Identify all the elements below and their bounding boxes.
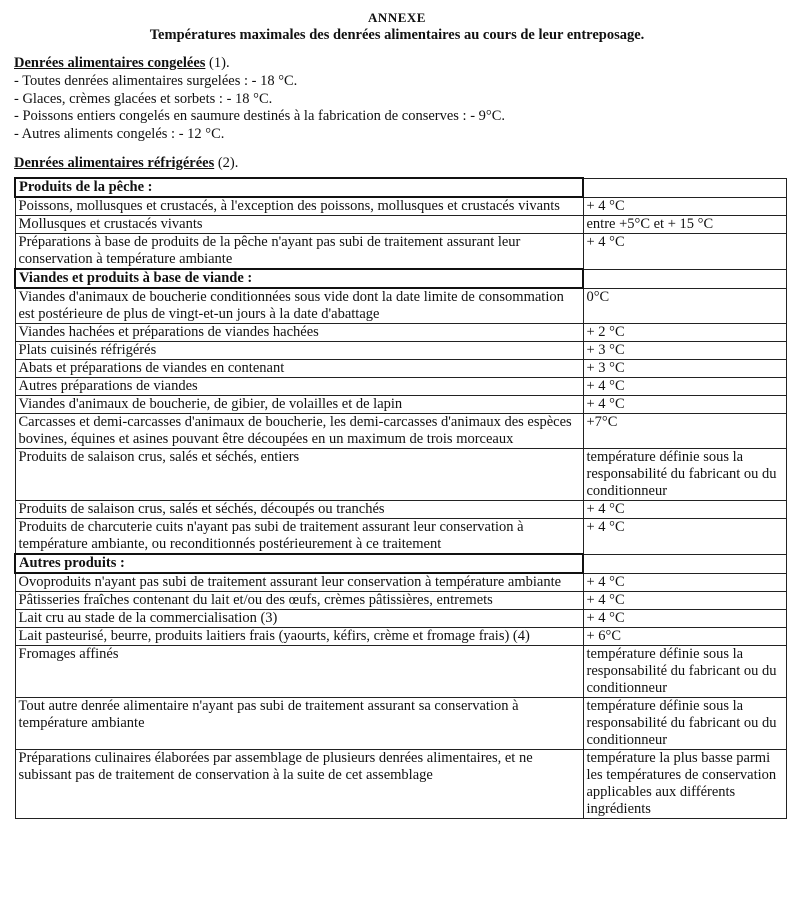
table-row [15, 197, 787, 216]
product-cell: Poissons, mollusques et crustacés, à l'exception des poissons, mollusques et crustacés vivants [15, 197, 583, 216]
temperature-cell [583, 178, 787, 197]
group-label-cell: Produits de la pêche : [15, 178, 583, 197]
product-cell: Viandes hachées et préparations de viandes hachées [15, 324, 583, 342]
frozen-heading-text: Denrées alimentaires congelées [14, 55, 206, 71]
temperature-cell: température la plus basse parmi les températures de conservation applicables aux différents ingrédients [583, 750, 787, 819]
product-cell: Autres préparations de viandes [15, 378, 583, 396]
temperature-cell: température définie sous la responsabilité du fabricant ou du conditionneur [583, 698, 787, 750]
product-cell: Lait cru au stade de la commercialisation (3) [15, 610, 583, 628]
product-cell: Préparations à base de produits de la pêche n'ayant pas subi de traitement assurant leur conservation à température ambiante [15, 234, 583, 270]
temperature-cell: entre +5°C et + 15 °C [583, 216, 787, 234]
temperature-table [14, 177, 787, 819]
table-row [15, 414, 787, 449]
temperature-cell: + 4 °C [583, 610, 787, 628]
product-cell: Produits de salaison crus, salés et séchés, entiers [15, 449, 583, 501]
table-row [15, 360, 787, 378]
temperature-cell: + 3 °C [583, 360, 787, 378]
temperature-cell: + 4 °C [583, 501, 787, 519]
table-row [15, 342, 787, 360]
table-row [15, 216, 787, 234]
temperature-cell: température définie sous la responsabilité du fabricant ou du conditionneur [583, 449, 787, 501]
table-row [15, 501, 787, 519]
table-row [15, 628, 787, 646]
table-row [15, 592, 787, 610]
temperature-cell: + 4 °C [583, 197, 787, 216]
product-cell: Tout autre denrée alimentaire n'ayant pas subi de traitement assurant sa conservation à température ambiante [15, 698, 583, 750]
product-cell: Produits de charcuterie cuits n'ayant pas subi de traitement assurant leur conservation à température ambiante, ou reconditionnés postérieurement à ce traitement [15, 519, 583, 555]
temperature-cell: + 4 °C [583, 234, 787, 270]
table-row [15, 378, 787, 396]
table-row [15, 573, 787, 592]
chilled-heading-text: Denrées alimentaires réfrigérées [14, 155, 215, 171]
table-row [15, 750, 787, 819]
temperature-cell: + 3 °C [583, 342, 787, 360]
frozen-heading-note: (1). [205, 55, 230, 71]
temperature-cell: + 6°C [583, 628, 787, 646]
annex-label: ANNEXE [368, 10, 426, 25]
temperature-cell: + 4 °C [583, 573, 787, 592]
temperature-cell: + 2 °C [583, 324, 787, 342]
temperature-cell [583, 269, 787, 288]
frozen-section-heading [14, 55, 230, 72]
chilled-heading-note: (2). [214, 155, 239, 171]
product-cell: Préparations culinaires élaborées par assemblage de plusieurs denrées alimentaires, et ne subissant pas de traitement de conservation à la suite de cet assemblage [15, 750, 583, 819]
product-cell: Carcasses et demi-carcasses d'animaux de boucherie, les demi-carcasses d'animaux des espèces bovines, équines et asines pouvant être découpées en un maximum de trois morceaux [15, 414, 583, 449]
list-item: - Autres aliments congelés : - 12 °C. [14, 125, 225, 142]
product-cell: Abats et préparations de viandes en contenant [15, 360, 583, 378]
table-row [15, 519, 787, 555]
product-cell: Viandes d'animaux de boucherie conditionnées sous vide dont la date limite de consommation est postérieure de plus de vingt-et-un jours à la date d'abattage [15, 288, 583, 324]
temperature-cell: + 4 °C [583, 592, 787, 610]
table-row [15, 698, 787, 750]
table-row [15, 324, 787, 342]
table-row [15, 396, 787, 414]
temperature-cell: + 4 °C [583, 378, 787, 396]
table-group-row [15, 269, 787, 288]
table-row [15, 610, 787, 628]
list-item: - Poissons entiers congelés en saumure destinés à la fabrication de conserves : - 9°C. [14, 108, 506, 124]
table-row [15, 288, 787, 324]
temperature-cell: température définie sous la responsabilité du fabricant ou du conditionneur [583, 646, 787, 698]
group-label-cell: Autres produits : [15, 554, 583, 573]
product-cell: Viandes d'animaux de boucherie, de gibier, de volailles et de lapin [15, 396, 583, 414]
chilled-section-heading [14, 155, 238, 172]
product-cell: Ovoproduits n'ayant pas subi de traitement assurant leur conservation à température ambiante [15, 573, 583, 592]
temperature-cell: + 4 °C [583, 519, 787, 555]
product-cell: Mollusques et crustacés vivants [15, 216, 583, 234]
temperature-cell: + 4 °C [583, 396, 787, 414]
product-cell: Produits de salaison crus, salés et séchés, découpés ou tranchés [15, 501, 583, 519]
table-row [15, 234, 787, 270]
list-item: - Glaces, crèmes glacées et sorbets : - 18 °C. [14, 90, 273, 107]
product-cell: Lait pasteurisé, beurre, produits laitiers frais (yaourts, kéfirs, crème et fromage frais) (4) [15, 628, 583, 646]
temperature-cell: +7°C [583, 414, 787, 449]
table-group-row [15, 178, 787, 197]
table-group-row [15, 554, 787, 573]
group-label-cell: Viandes et produits à base de viande : [15, 269, 583, 288]
temperature-cell [583, 554, 787, 573]
table-row [15, 646, 787, 698]
product-cell: Plats cuisinés réfrigérés [15, 342, 583, 360]
list-item: - Toutes denrées alimentaires surgelées : - 18 °C. [14, 73, 298, 89]
frozen-list [14, 73, 505, 143]
page-title: Températures maximales des denrées alimentaires au cours de leur entreposage. [149, 27, 645, 43]
table-row [15, 449, 787, 501]
temperature-cell: 0°C [583, 288, 787, 324]
product-cell: Pâtisseries fraîches contenant du lait et/ou des œufs, crèmes pâtissières, entremets [15, 592, 583, 610]
product-cell: Fromages affinés [15, 646, 583, 698]
